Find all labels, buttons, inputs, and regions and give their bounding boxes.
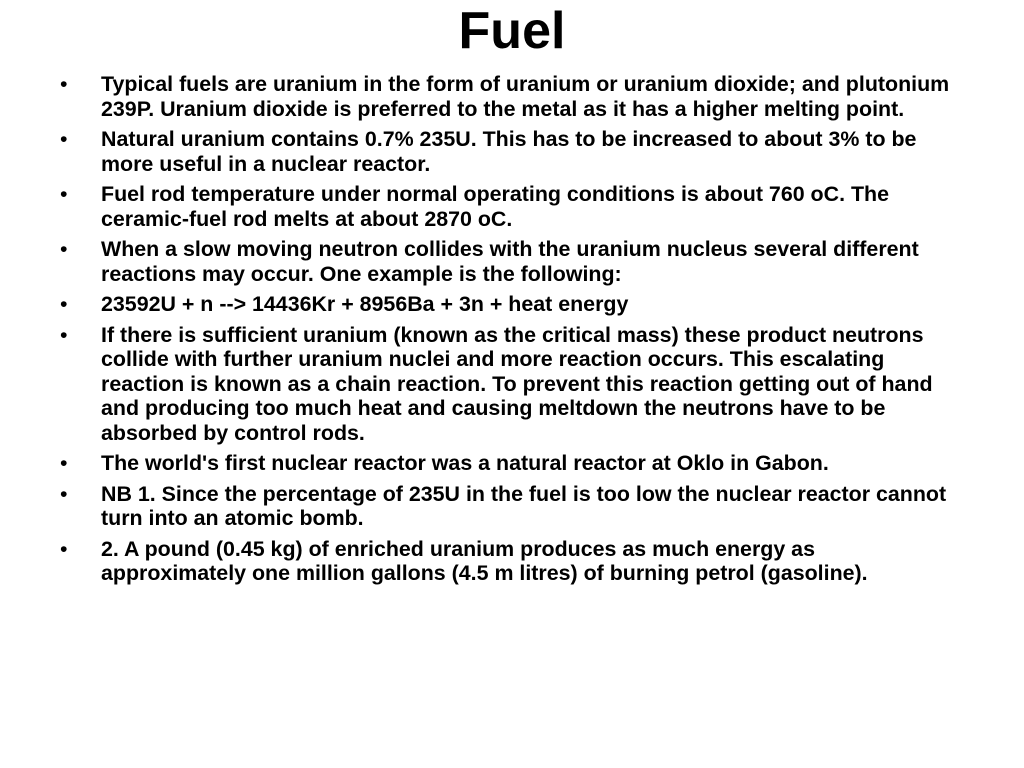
- bullet-marker: •: [60, 451, 68, 475]
- bullet-item: [60, 127, 965, 176]
- bullet-text: Natural uranium contains 0.7% 235U. This has to be increased to about 3% to be more useful in a nuclear reactor.: [101, 127, 917, 176]
- bullet-item: [60, 482, 965, 531]
- bullet-marker: •: [60, 536, 68, 561]
- slide-title: Fuel: [458, 2, 566, 60]
- bullet-text: Typical fuels are uranium in the form of uranium or uranium dioxide; and plutonium 239P. Uranium dioxide is preferred to the metal as it has a higher melting point.: [101, 72, 950, 121]
- bullet-item: [60, 72, 965, 121]
- bullet-text: If there is sufficient uranium (known as the critical mass) these product neutrons collide with further uranium nuclei and more reaction occurs. This escalating reaction is known as a chain reaction. To prevent this reaction getting out of hand and producing too much heat and causing meltdown the neutrons have to be absorbed by control rods.: [101, 322, 933, 445]
- bullet-item: [60, 292, 965, 317]
- bullet-item: [60, 451, 965, 476]
- bullet-item: [60, 537, 965, 586]
- bullet-marker: •: [60, 182, 68, 206]
- bullet-list: [60, 72, 965, 592]
- bullet-text: NB 1. Since the percentage of 235U in the fuel is too low the nuclear reactor cannot turn into an atomic bomb.: [101, 481, 947, 530]
- bullet-text: Fuel rod temperature under normal operating conditions is about 760 oC. The ceramic-fuel rod melts at about 2870 oC.: [101, 182, 889, 231]
- bullet-text: 2. A pound (0.45 kg) of enriched uranium produces as much energy as approximately one million gallons (4.5 m litres) of burning petrol (gasoline).: [101, 536, 868, 585]
- bullet-marker: •: [60, 481, 68, 506]
- bullet-marker: •: [60, 237, 68, 261]
- bullet-text: When a slow moving neutron collides with the uranium nucleus several different reactions may occur. One example is the following:: [101, 237, 919, 286]
- bullet-text: 23592U + n --> 14436Kr + 8956Ba + 3n + heat energy: [101, 292, 629, 316]
- bullet-marker: •: [60, 127, 68, 151]
- bullet-marker: •: [60, 292, 68, 316]
- bullet-item: [60, 323, 965, 446]
- bullet-item: [60, 182, 965, 231]
- bullet-marker: •: [60, 72, 68, 96]
- bullet-marker: •: [60, 322, 68, 347]
- bullet-item: [60, 237, 965, 286]
- bullet-text: The world's first nuclear reactor was a natural reactor at Oklo in Gabon.: [101, 451, 829, 475]
